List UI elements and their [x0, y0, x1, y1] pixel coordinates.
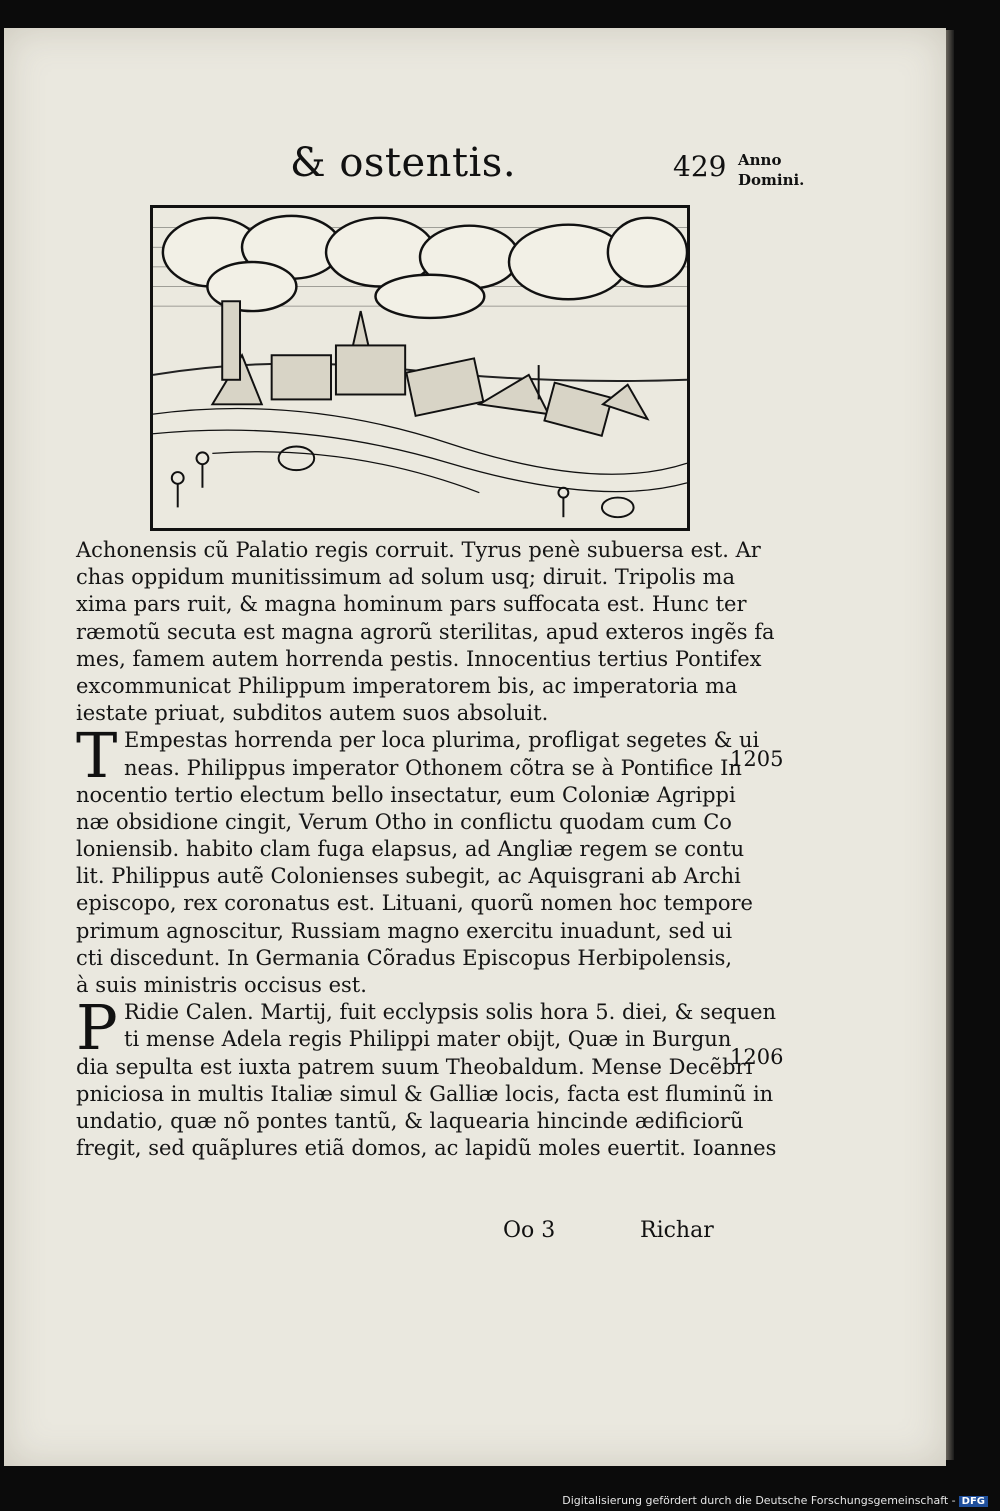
dropcap: T	[76, 719, 118, 793]
text-line: iestate priuat, subditos autem suos absoluit.	[76, 701, 549, 726]
signature-mark: Oo 3	[503, 1218, 556, 1243]
text-line: mes, famem autem horrenda pestis. Innocentius tertius Pontifex	[76, 646, 762, 671]
dfg-logo-icon: DFG	[959, 1496, 988, 1507]
earthquake-woodcut-illustration	[150, 205, 690, 531]
text-line: Achonensis cũ Palatio regis corruit. Tyrus penè subuersa est. Ar	[76, 538, 761, 562]
text-line: à suis ministris occisus est.	[76, 973, 367, 997]
page-number: 429	[673, 150, 727, 183]
text-line: primum agnoscitur, Russiam magno exercitu inuadunt, sed ui	[76, 918, 733, 943]
text-line: næ obsidione cingit, Verum Otho in conflictu quodam cum Co	[76, 809, 732, 834]
text-line: fregit, sed quãplures etiã domos, ac lapidũ moles euertit. Ioannes	[76, 1136, 777, 1161]
text-line: pniciosa in multis Italiæ simul & Galliæ locis, facta est fluminũ in	[76, 1081, 774, 1106]
paragraph-1	[76, 537, 775, 727]
text-line: nocentio tertio electum bello insectatur, eum Coloniæ Agrippi	[76, 782, 736, 807]
text-line: Empestas horrenda per loca plurima, profligat segetes & ui	[124, 728, 760, 753]
text-line: lit. Philippus autẽ Colonienses subegit, ac Aquisgrani ab Archi	[76, 864, 741, 889]
text-line: neas. Philippus imperator Othonem cõtra se à Pontifice In	[124, 755, 742, 780]
margin-heading: Anno Domini.	[738, 151, 805, 189]
text-line: ræmotũ secuta est magna agrorũ sterilitas, apud exteros ingẽs fa	[76, 619, 775, 644]
woodcut-icon	[153, 208, 687, 528]
running-head: & ostentis.	[290, 140, 517, 186]
text-line: ti mense Adela regis Philippi mater obijt, Quæ in Burgun	[124, 1027, 732, 1052]
catchword: Richar	[640, 1218, 714, 1243]
margin-year-1205: 1205	[730, 747, 784, 771]
text-line: episcopo, rex coronatus est. Lituani, quorũ nomen hoc tempore	[76, 891, 753, 916]
text-line: dia sepulta est iuxta patrem suum Theobaldum. Mense Decẽbri	[76, 1054, 753, 1079]
text-line: cti discedunt. In Germania Cõradus Episcopus Herbipolensis,	[76, 945, 733, 970]
margin-year-1206: 1206	[730, 1045, 784, 1069]
digitization-credit	[562, 1494, 988, 1507]
text-line: loniensib. habito clam fuga elapsus, ad Angliæ regem se contu	[76, 837, 745, 862]
text-line: Ridie Calen. Martij, fuit ecclypsis solis hora 5. diei, & sequen	[124, 1000, 777, 1025]
dropcap: P	[76, 991, 118, 1065]
credit-text: Digitalisierung gefördert durch die Deutsche Forschungsgemeinschaft -	[562, 1494, 956, 1507]
text-line: undatio, quæ nõ pontes tantũ, & laquearia hincinde ædificiorũ	[76, 1108, 744, 1133]
page-edge	[946, 30, 954, 1460]
text-line: excommunicat Philippum imperatorem bis, ac imperatoria ma	[76, 673, 738, 698]
text-line: chas oppidum munitissimum ad solum usq; diruit. Tripolis ma	[76, 565, 735, 590]
text-line: xima pars ruit, & magna hominum pars suffocata est. Hunc ter	[76, 592, 747, 617]
